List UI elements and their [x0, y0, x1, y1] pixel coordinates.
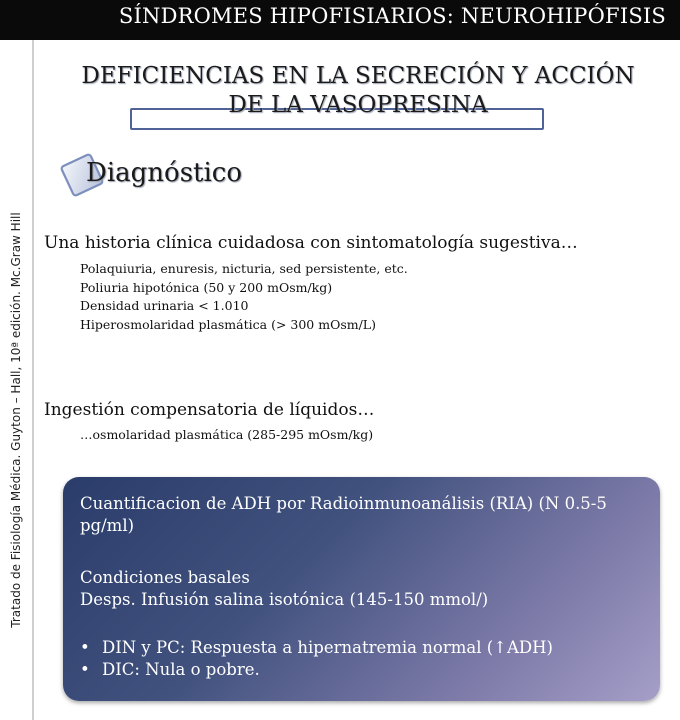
history-heading: Una historia clínica cuidadosa con sintomatología sugestiva…	[44, 233, 578, 253]
adh-panel	[63, 477, 660, 701]
bullet-text: DIC: Nula o pobre.	[102, 660, 260, 679]
side-band	[0, 40, 32, 720]
bullet-icon: •	[80, 638, 90, 657]
section-title: Diagnóstico	[86, 158, 243, 188]
list-item: Hiperosmolaridad plasmática (> 300 mOsm/L)	[80, 316, 376, 332]
panel-bullets	[80, 637, 640, 681]
list-item: Densidad urinaria < 1.010	[80, 298, 249, 313]
header-bar	[0, 0, 680, 40]
subtitle-line-2: DE LA VASOPRESINA	[228, 92, 488, 118]
symptom-list	[80, 260, 408, 334]
list-item: Polaquiuria, enuresis, nicturia, sed persistente, etc.	[80, 261, 408, 276]
list-item	[80, 659, 640, 681]
slide-title: SÍNDROMES HIPOFISIARIOS: NEUROHIPÓFISIS	[118, 4, 666, 28]
sidebar-credit: Tratado de Fisiología Médica. Guyton – Hall, 10ª edición. Mc.Graw Hill	[9, 212, 23, 628]
intake-heading: Ingestión compensatoria de líquidos…	[44, 400, 375, 420]
bullet-text: DIN y PC: Respuesta a hipernatremia normal (↑ADH)	[102, 638, 553, 657]
subtitle	[36, 62, 680, 120]
panel-conditions	[80, 567, 640, 611]
intake-detail: …osmolaridad plasmática (285-295 mOsm/kg)	[80, 427, 374, 442]
panel-infusion-text: Desps. Infusión salina isotónica (145-150 mmol/)	[80, 590, 489, 609]
subtitle-line-1: DEFICIENCIAS EN LA SECRECIÓN Y ACCIÓN	[81, 63, 635, 89]
side-divider	[32, 40, 34, 720]
list-item	[80, 637, 640, 659]
bullet-icon: •	[80, 660, 90, 679]
panel-ria-text: Cuantificacion de ADH por Radioinmunoanálisis (RIA) (N 0.5-5 pg/ml)	[80, 494, 607, 535]
panel-basal-text: Condiciones basales	[80, 568, 250, 587]
list-item: Poliuria hipotónica (50 y 200 mOsm/kg)	[80, 279, 333, 295]
